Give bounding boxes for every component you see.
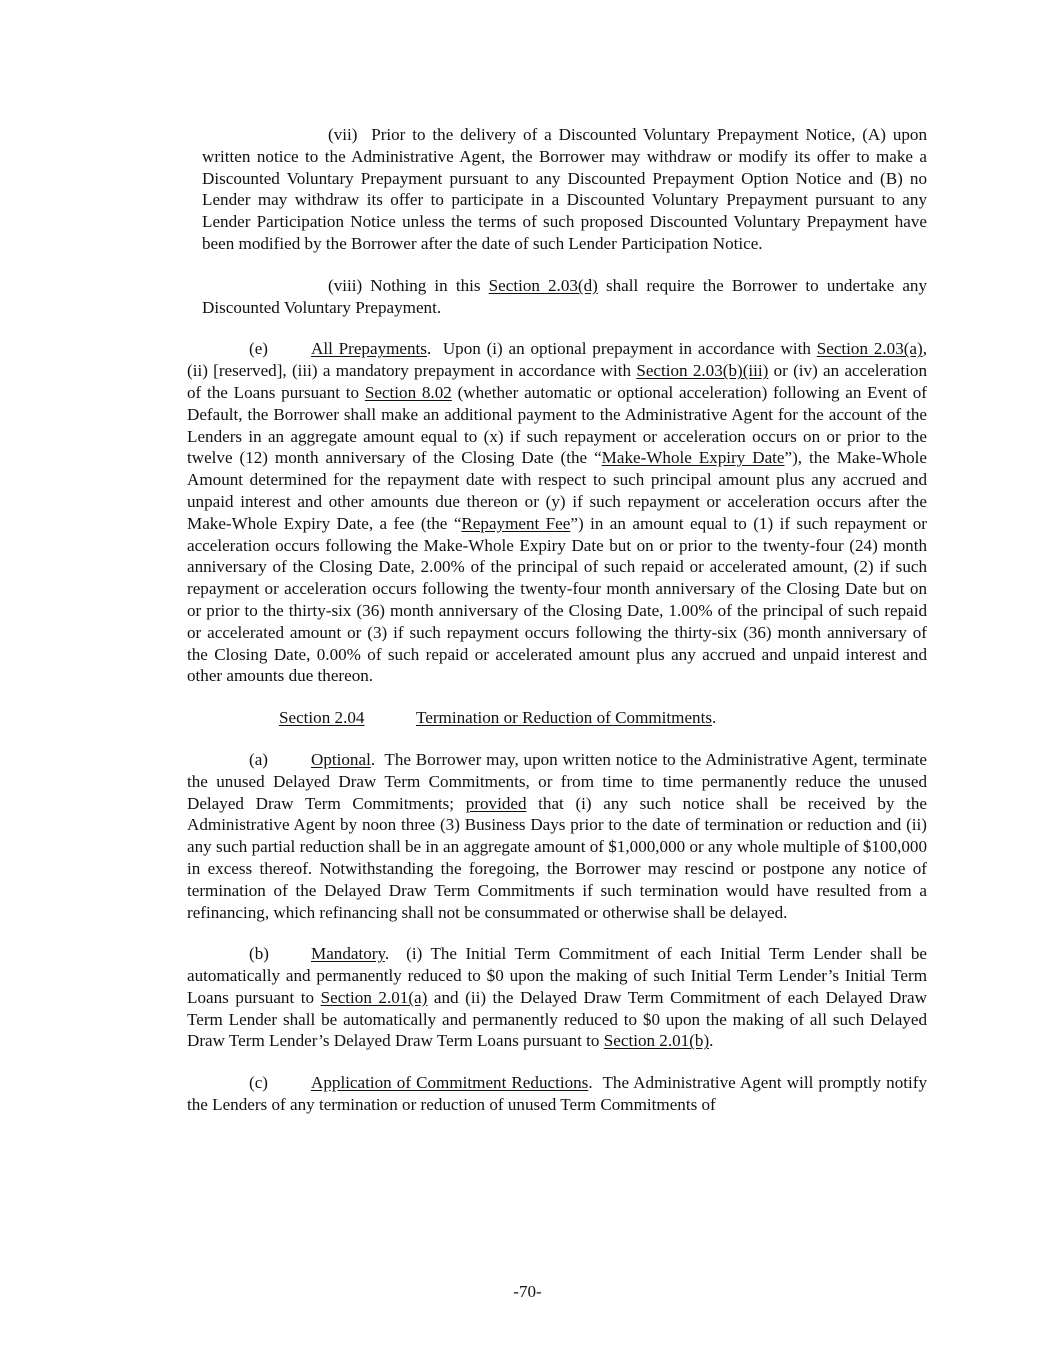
proviso-term: provided bbox=[465, 793, 527, 813]
paragraph-text: or (iv) an acceleration of the Loans pursuant to bbox=[187, 361, 927, 402]
section-reference: Section 2.03(a) bbox=[816, 339, 923, 359]
paragraph-text: (i) The Initial Term Commitment of each Initial Term Lender shall be automatically and permanently reduced to $0 upon the making of such Initial Term Lender’s Initial Term Loans pursuant to bbox=[187, 944, 928, 1007]
paragraph-label: (b) bbox=[249, 944, 269, 964]
section-reference: Section 2.03(b)(iii) bbox=[636, 361, 769, 381]
paragraph-text: shall require the Borrower to undertake any Discounted Voluntary Prepayment. bbox=[202, 275, 927, 317]
section-heading: Section 2.04 Termination or Reduction of Commitments. bbox=[279, 708, 717, 728]
paragraph-label: (vii) bbox=[328, 125, 358, 144]
paragraph-text: , (ii) [reserved], (iii) a mandatory prepayment in accordance with bbox=[187, 339, 927, 381]
section-reference: Section 2.01(b) bbox=[603, 1031, 710, 1051]
paragraph-title: Mandatory bbox=[311, 944, 385, 964]
paragraph-text: ”), the Make-Whole Amount determined for the repayment date with respect to such principal amount plus any accrued and unpaid interest and other amounts due thereon or (y) if such repayment or acceleration occurs after the Make-Whole Expiry Date, a fee (the “ bbox=[187, 448, 928, 533]
paragraph-text: Upon (i) an optional prepayment in accordance with bbox=[442, 339, 811, 359]
section-reference: Section 8.02 bbox=[364, 382, 452, 402]
paragraph-b: (b) Mandatory. (i) The Initial Term Commitment of each Initial Term Lender shall be automatically and permanently reduced to $0 upon the making of such Initial Term Lender’s Initial Term Loans pursuant to Section 2.01(a) and (ii) the Delayed Draw Term Commitment of each Delayed Draw Term Lender shall be automatically and permanently reduced to $0 upon the making of all such Delayed Draw Term Lender’s Delayed Draw Term Loans pursuant to Section 2.01(b). bbox=[187, 944, 928, 1051]
paragraph-a: (a) Optional. The Borrower may, upon written notice to the Administrative Agent, terminate the unused Delayed Draw Term Commitments, or from time to time permanently reduce the unused Delayed Draw Term Commitments; provided that (i) any such notice shall be received by the Administrative Agent by noon three (3) Business Days prior to the date of termination or reduction and (ii) any such partial reduction shall be in an aggregate amount of $1,000,000 or any whole multiple of $100,000 in excess thereof. Notwithstanding the foregoing, the Borrower may rescind or postpone any notice of termination of the Delayed Draw Term Commitments if such termination would have resulted from a refinancing, which refinancing shall not be consummated or otherwise shall be delayed. bbox=[187, 749, 927, 922]
section-reference: Section 2.01(a) bbox=[320, 987, 428, 1007]
section-title: Termination or Reduction of Commitments bbox=[416, 708, 713, 728]
paragraph-text: Prior to the delivery of a Discounted Voluntary Prepayment Notice, (A) upon written notice to the Administrative Agent, the Borrower may withdraw or modify its offer to make a Discounted Voluntary Prepayment pursuant to any Discounted Prepayment Option Notice and (B) no Lender may withdraw its offer to participate in a Discounted Voluntary Prepayment pursuant to any Lender Participation Notice unless the terms of such proposed Discounted Voluntary Prepayment have been modified by the Borrower after the date of such Lender Participation Notice. bbox=[202, 125, 928, 253]
paragraph-vii bbox=[202, 124, 927, 255]
paragraph-viii bbox=[202, 275, 927, 319]
page-number: -70- bbox=[513, 1282, 542, 1301]
paragraph-label: (c) bbox=[249, 1073, 268, 1093]
paragraph-title: All Prepayments bbox=[311, 339, 427, 359]
paragraph-text: (whether automatic or optional acceleration) following an Event of Default, the Borrower shall make an additional payment to the Administrative Agent for the account of the Lenders in an aggregate amount equal to (x) if such repayment or acceleration occurs on or prior to the twelve (12) month anniversary of the Closing Date (the “ bbox=[187, 382, 928, 468]
paragraph-label: (viii) bbox=[328, 275, 363, 295]
defined-term: Repayment Fee bbox=[461, 513, 571, 533]
paragraph-text: The Borrower may, upon written notice to the Administrative Agent, terminate the unused Delayed Draw Term Commitments, or from time to time permanently reduce the unused Delayed Draw Term Commitments; bbox=[187, 749, 927, 813]
page-body bbox=[187, 124, 927, 1136]
paragraph-text: that (i) any such notice shall be received by the Administrative Agent by noon three (3) Business Days prior to the date of termination or reduction and (ii) any such partial reduction shall be in an aggregate amount of $1,000,000 or any whole multiple of $100,000 in excess thereof. Notwithstanding the foregoing, the Borrower may rescind or postpone any notice of termination of the Delayed Draw Term Commitments if such termination would have resulted from a refinancing, which refinancing shall not be consummated or otherwise shall be delayed. bbox=[187, 793, 927, 922]
paragraph-c: (c) Application of Commitment Reductions. The Administrative Agent will promptly notify the Lenders of any termination or reduction of unused Term Commitments of bbox=[187, 1073, 927, 1115]
section-number: Section 2.04 bbox=[279, 708, 365, 728]
paragraph-text: ”) in an amount equal to (1) if such repayment or acceleration occurs following the Make-Whole Expiry Date but on or prior to the twenty-four (24) month anniversary of the Closing Date, 2.00% of the principal of such repaid or accelerated amount, (2) if such repayment or acceleration occurs following the twenty-four month anniversary of the Closing Date but on or prior to the thirty-six (36) month anniversary of the Closing Date, 1.00% of the principal of such repaid or accelerated amount or (3) if such repayment occurs following the thirty-six (36) month anniversary of the Closing Date, 0.00% of such repaid or accelerated amount plus any accrued and unpaid interest and other amounts due thereon. bbox=[187, 513, 927, 686]
paragraph-text: Nothing in this bbox=[370, 275, 481, 295]
paragraph-e: (e) All Prepayments. Upon (i) an optional prepayment in accordance with Section 2.03(a), (ii) [reserved], (iii) a mandatory prepayment in accordance with Section 2.03(b)(iii) or (iv) an acceleration of the Loans pursuant to Section 8.02 (whether automatic or optional acceleration) following an Event of Default, the Borrower shall make an additional payment to the Administrative Agent for the account of the Lenders in an aggregate amount equal to (x) if such repayment or acceleration occurs on or prior to the twelve (12) month anniversary of the Closing Date (the “Make-Whole Expiry Date”), the Make-Whole Amount determined for the repayment date with respect to such principal amount plus any accrued and unpaid interest and other amounts due thereon or (y) if such repayment or acceleration occurs after the Make-Whole Expiry Date, a fee (the “Repayment Fee”) in an amount equal to (1) if such repayment or acceleration occurs following the Make-Whole Expiry Date but on or prior to the twenty-four (24) month anniversary of the Closing Date, 2.00% of the principal of such repaid or accelerated amount, (2) if such repayment or acceleration occurs following the twenty-four month anniversary of the Closing Date but on or prior to the thirty-six (36) month anniversary of the Closing Date, 1.00% of the principal of such repaid or accelerated amount or (3) if such repayment occurs following the thirty-six (36) month anniversary of the Closing Date, 0.00% of such repaid or accelerated amount plus any accrued and unpaid interest and other amounts due thereon. bbox=[187, 339, 928, 686]
defined-term: Make-Whole Expiry Date bbox=[601, 448, 785, 468]
paragraph-text: The Administrative Agent will promptly notify the Lenders of any termination or reduction of unused Term Commitments of bbox=[187, 1073, 927, 1115]
section-reference: Section 2.03(d) bbox=[488, 275, 598, 295]
paragraph-label: (e) bbox=[249, 339, 268, 359]
paragraph-text: and (ii) the Delayed Draw Term Commitment of each Delayed Draw Term Lender shall be automatically and permanently reduced to $0 upon the making of all such Delayed Draw Term Lender’s Delayed Draw Term Loans pursuant to bbox=[187, 987, 927, 1051]
paragraph-title: Application of Commitment Reductions bbox=[311, 1073, 589, 1093]
paragraph-title: Optional bbox=[311, 749, 371, 769]
paragraph-label: (a) bbox=[249, 749, 268, 769]
